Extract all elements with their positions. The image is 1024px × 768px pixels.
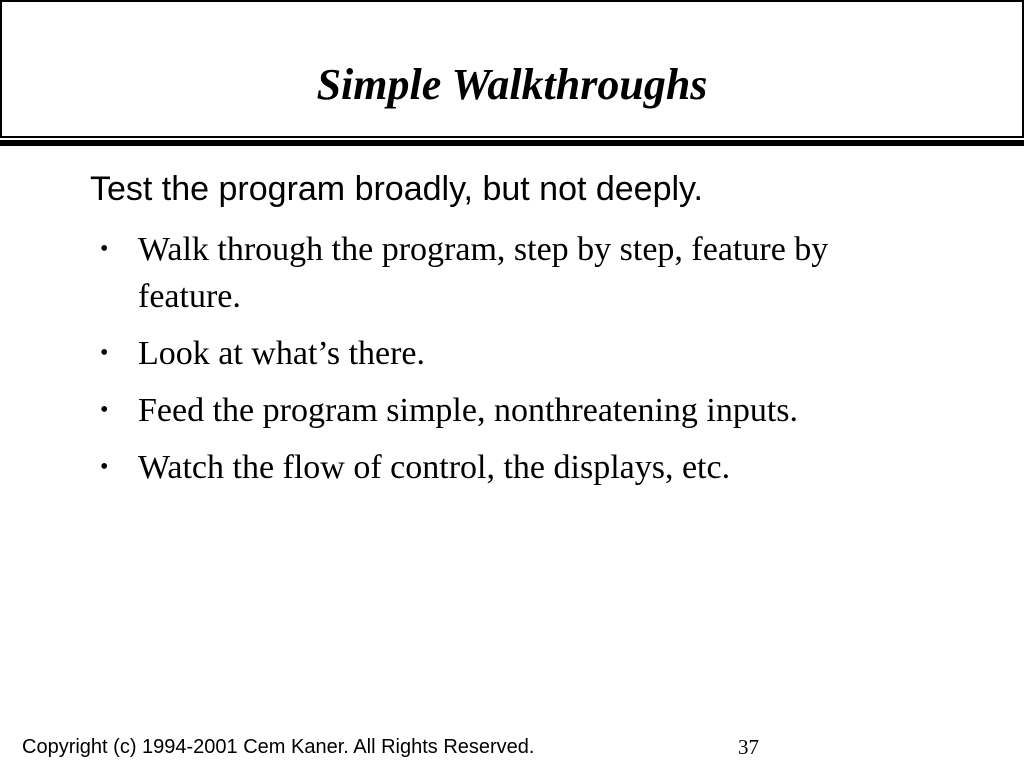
bullet-item: [100, 226, 930, 320]
bullet-text: Look at what’s there.: [138, 335, 426, 372]
bullet-item: [100, 330, 930, 377]
bullet-text: Walk through the program, step by step, feature by feature.: [138, 231, 829, 315]
bullet-icon: •: [100, 397, 109, 423]
bullet-item: [100, 387, 930, 434]
footer-copyright: Copyright (c) 1994-2001 Cem Kaner. All Rights Reserved.: [22, 736, 535, 758]
bullet-icon: •: [100, 340, 109, 366]
bullet-icon: •: [100, 236, 109, 262]
title-underline-rule: [0, 140, 1024, 146]
bullet-list: [100, 226, 930, 501]
bullet-text: Feed the program simple, nonthreatening inputs.: [138, 392, 799, 429]
slide-title: Simple Walkthroughs: [316, 60, 708, 109]
bullet-item: [100, 444, 930, 491]
page-number: 37: [738, 735, 759, 759]
bullet-text: Watch the flow of control, the displays, etc.: [138, 449, 731, 486]
lead-statement: Test the program broadly, but not deeply.: [90, 170, 703, 208]
bullet-icon: •: [100, 454, 109, 480]
